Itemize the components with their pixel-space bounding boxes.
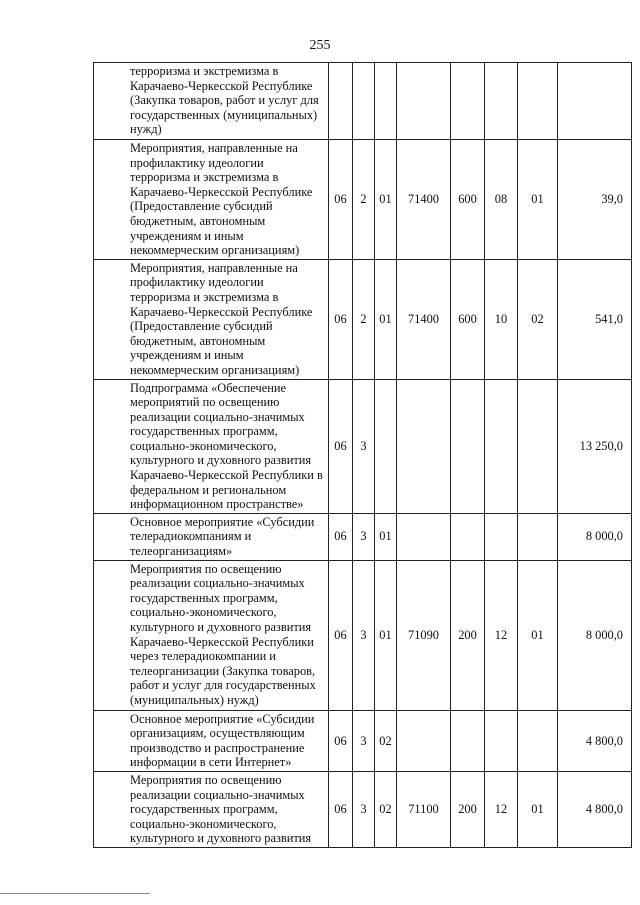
code-section: 06 <box>329 140 353 260</box>
code-expense-type: 600 <box>451 140 485 260</box>
row-amount: 4 800,0 <box>558 710 632 771</box>
row-description: Основное мероприятие «Субсидии организациям, осуществляющим производство и распространение информации в сети Интернет» <box>94 710 329 771</box>
budget-table <box>93 62 632 848</box>
footer-rule <box>0 893 150 894</box>
row-amount: 39,0 <box>558 140 632 260</box>
table-row <box>94 259 632 379</box>
code-division: 10 <box>485 259 518 379</box>
row-description: Подпрограмма «Обеспечение мероприятий по освещению реализации социально-значимых государственных программ, социально-экономического, культурного и духовного развития Карачаево-Черкесской Республики в федеральном и региональном информационном пространстве» <box>94 379 329 513</box>
code-subdivision <box>518 379 558 513</box>
table-row <box>94 379 632 513</box>
row-amount: 8 000,0 <box>558 513 632 560</box>
code-program: 2 <box>353 140 375 260</box>
code-subprogram: 01 <box>375 560 397 710</box>
code-subdivision: 02 <box>518 259 558 379</box>
code-program: 3 <box>353 772 375 848</box>
code-direction: 71090 <box>397 560 451 710</box>
table-row <box>94 710 632 771</box>
table-row <box>94 772 632 848</box>
code-subprogram: 01 <box>375 140 397 260</box>
code-expense-type <box>451 63 485 140</box>
table-row <box>94 140 632 260</box>
code-expense-type: 200 <box>451 560 485 710</box>
code-subprogram: 02 <box>375 772 397 848</box>
row-description: Мероприятия, направленные на профилактику идеологии терроризма и экстремизма в Карачаево-Черкесской Республике (Предоставление субсидий бюджетным, автономным учреждениям и иным некоммерческим организациям) <box>94 140 329 260</box>
code-program: 3 <box>353 379 375 513</box>
code-direction <box>397 513 451 560</box>
row-amount <box>558 63 632 140</box>
code-direction: 71400 <box>397 259 451 379</box>
code-section: 06 <box>329 560 353 710</box>
code-section: 06 <box>329 379 353 513</box>
row-amount: 8 000,0 <box>558 560 632 710</box>
code-subprogram: 02 <box>375 710 397 771</box>
code-division: 08 <box>485 140 518 260</box>
code-program: 3 <box>353 560 375 710</box>
code-section: 06 <box>329 259 353 379</box>
row-description: Основное мероприятие «Субсидии телерадиокомпаниям и телеорганизациям» <box>94 513 329 560</box>
row-amount: 541,0 <box>558 259 632 379</box>
code-division: 12 <box>485 772 518 848</box>
code-division <box>485 379 518 513</box>
code-subdivision <box>518 710 558 771</box>
code-direction <box>397 63 451 140</box>
code-direction: 71400 <box>397 140 451 260</box>
row-description: Мероприятия по освещению реализации социально-значимых государственных программ, социально-экономического, культурного и духовного развития Карачаево-Черкесской Республики через телерадиокомпании и телеорганизации (Закупка товаров, работ и услуг для государственных (муниципальных) нужд) <box>94 560 329 710</box>
row-amount: 13 250,0 <box>558 379 632 513</box>
code-program: 3 <box>353 513 375 560</box>
code-division: 12 <box>485 560 518 710</box>
row-amount: 4 800,0 <box>558 772 632 848</box>
code-program: 2 <box>353 259 375 379</box>
table-row <box>94 560 632 710</box>
row-description: Мероприятия, направленные на профилактику идеологии терроризма и экстремизма в Карачаево-Черкесской Республике (Предоставление субсидий бюджетным, автономным учреждениям и иным некоммерческим организациям) <box>94 259 329 379</box>
code-subprogram: 01 <box>375 259 397 379</box>
code-expense-type: 600 <box>451 259 485 379</box>
code-direction: 71100 <box>397 772 451 848</box>
code-subprogram <box>375 379 397 513</box>
code-subdivision: 01 <box>518 772 558 848</box>
code-expense-type <box>451 513 485 560</box>
table-row <box>94 63 632 140</box>
code-division <box>485 513 518 560</box>
code-expense-type: 200 <box>451 772 485 848</box>
code-section: 06 <box>329 710 353 771</box>
page-number: 255 <box>309 38 331 53</box>
row-description: Мероприятия по освещению реализации социально-значимых государственных программ, социально-экономического, культурного и духовного развития <box>94 772 329 848</box>
code-division <box>485 710 518 771</box>
code-subprogram <box>375 63 397 140</box>
code-subdivision: 01 <box>518 140 558 260</box>
code-subdivision: 01 <box>518 560 558 710</box>
code-subdivision <box>518 513 558 560</box>
code-expense-type <box>451 379 485 513</box>
code-section <box>329 63 353 140</box>
row-description: терроризма и экстремизма в Карачаево-Черкесской Республике (Закупка товаров, работ и услуг для государственных (муниципальных) нужд) <box>94 63 329 140</box>
table-body <box>94 63 632 848</box>
code-section: 06 <box>329 513 353 560</box>
code-direction <box>397 379 451 513</box>
code-program: 3 <box>353 710 375 771</box>
code-program <box>353 63 375 140</box>
code-section: 06 <box>329 772 353 848</box>
code-division <box>485 63 518 140</box>
code-subprogram: 01 <box>375 513 397 560</box>
code-direction <box>397 710 451 771</box>
code-subdivision <box>518 63 558 140</box>
code-expense-type <box>451 710 485 771</box>
table-row <box>94 513 632 560</box>
